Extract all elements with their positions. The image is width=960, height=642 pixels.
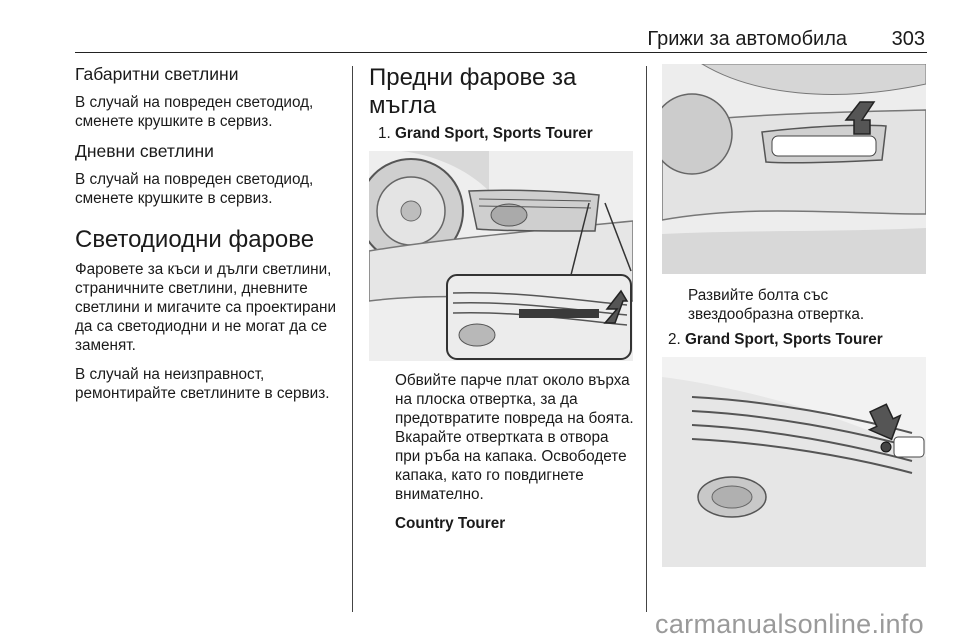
country-tourer-label: Country Tourer [395, 515, 506, 532]
section-title-daytime-lights: Дневни светлини [75, 141, 214, 161]
column-left [75, 64, 337, 413]
item-number: 1. [378, 125, 391, 142]
section-text: Фаровете за къси и дълги светлини, страничните светлини, дневните светлини и мигачите са проектирани да са светодиодни и не могат да се заменят. [75, 261, 336, 354]
section-text: В случай на повреден светодиод, сменете крушките в сервиз. [75, 171, 314, 207]
page-header [75, 26, 927, 53]
section-title-fog-lights: Предни фарове за мъгла [369, 64, 577, 119]
section-text: В случай на неизправност, ремонтирайте светлините в сервиз. [75, 366, 330, 402]
column-right [662, 64, 928, 567]
column-divider [646, 66, 647, 612]
list-item [369, 124, 635, 143]
instruction-text: Обвийте парче плат около върха на плоска отвертка, за да предотвратите повреда на боята. Вкарайте отвертката в отвора при ръба на капака. Освободете капака, като го повдигнете внимателно. [395, 372, 634, 503]
header-title: Грижи за автомобила [647, 28, 847, 50]
fog-light-illustration [662, 357, 926, 567]
column-middle [369, 64, 635, 533]
fog-light-cover-illustration [369, 151, 633, 361]
page-number: 303 [891, 28, 925, 50]
section-text: В случай на повреден светодиод, сменете крушките в сервиз. [75, 94, 314, 130]
section-title-led-headlights: Светодиодни фарове [75, 226, 315, 253]
item-number: 2. [668, 331, 681, 348]
instruction-text: Развийте болта със звездообразна отвертка. [688, 287, 865, 323]
item-label: Grand Sport, Sports Tourer [685, 331, 883, 348]
bolt-illustration [662, 64, 926, 274]
watermark: carmanualsonline.info [655, 609, 924, 639]
item-label: Grand Sport, Sports Tourer [395, 125, 593, 142]
section-title-parking-lights: Габаритни светлини [75, 64, 239, 84]
column-divider [352, 66, 353, 612]
list-item [662, 330, 928, 349]
